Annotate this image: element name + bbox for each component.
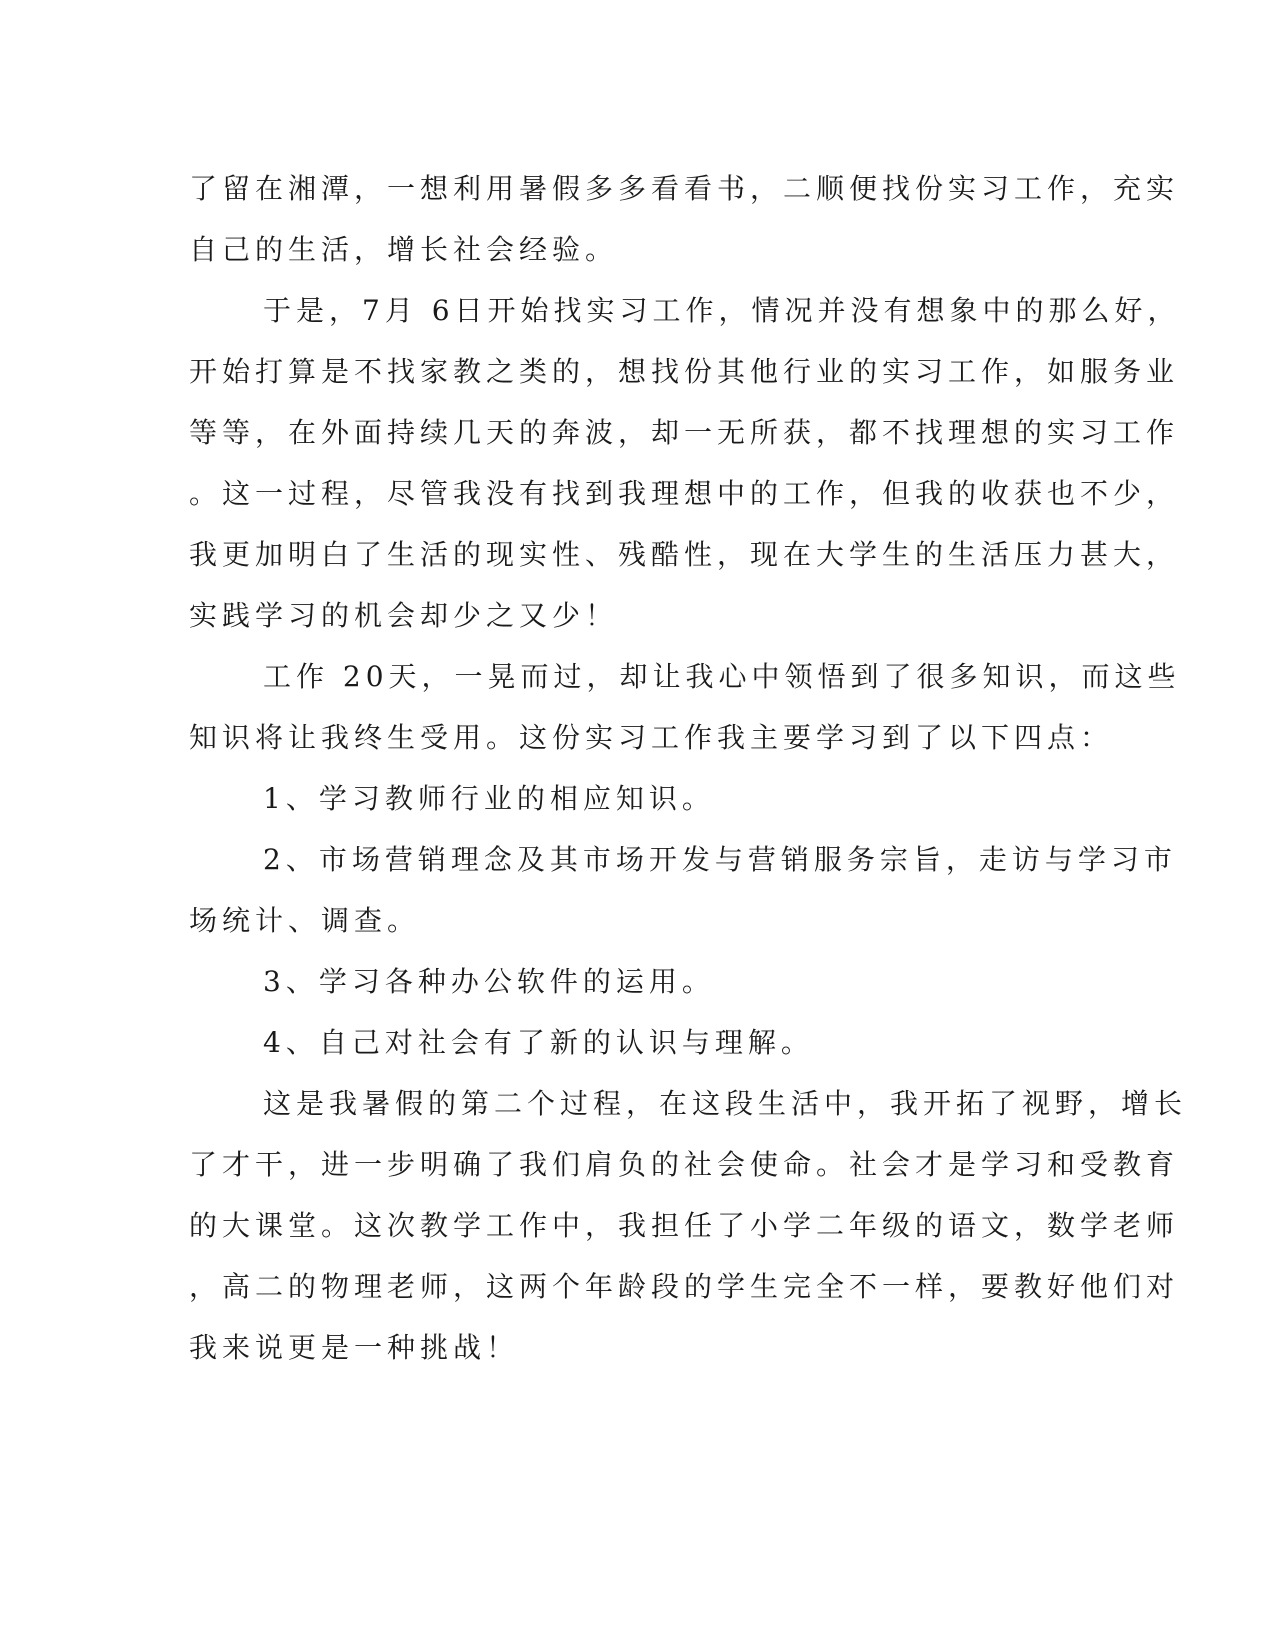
list-item: 4、自己对社会有了新的认识与理解。	[263, 1026, 814, 1059]
text-line: 知识将让我终生受用。这份实习工作我主要学习到了以下四点：	[189, 721, 1114, 754]
text-line: 等等，在外面持续几天的奔波，却一无所获，都不找理想的实习工作	[189, 416, 1180, 449]
list-item: 3、学习各种办公软件的运用。	[263, 965, 715, 998]
list-item: 2、市场营销理念及其市场开发与营销服务宗旨，走访与学习市	[263, 843, 1177, 876]
list-item: 1、学习教师行业的相应知识。	[263, 782, 715, 815]
text-line: 了留在湘潭，一想利用暑假多多看看书，二顺便找份实习工作，充实	[189, 172, 1180, 205]
text-line: ，高二的物理老师，这两个年龄段的学生完全不一样，要教好他们对	[189, 1270, 1180, 1303]
text-line: 我更加明白了生活的现实性、残酷性，现在大学生的生活压力甚大，	[189, 538, 1180, 571]
text-line: 于是，7月 6日开始找实习工作，情况并没有想象中的那么好，	[263, 294, 1181, 327]
text-line: 开始打算是不找家教之类的，想找份其他行业的实习工作，如服务业	[189, 355, 1180, 388]
text-line: 这是我暑假的第二个过程，在这段生活中，我开拓了视野，增长	[263, 1087, 1188, 1120]
text-line: 了才干，进一步明确了我们肩负的社会使命。社会才是学习和受教育	[189, 1148, 1180, 1181]
text-line: 实践学习的机会却少之又少！	[189, 599, 619, 632]
text-line: 工作 20天，一晃而过，却让我心中领悟到了很多知识，而这些	[263, 660, 1181, 693]
text-line: 场统计、调查。	[189, 904, 421, 937]
text-line: 自己的生活，增长社会经验。	[189, 233, 619, 266]
document-body	[189, 158, 1188, 1378]
text-line: 。这一过程，尽管我没有找到我理想中的工作，但我的收获也不少，	[189, 477, 1180, 510]
text-line: 的大课堂。这次教学工作中，我担任了小学二年级的语文，数学老师	[189, 1209, 1180, 1242]
text-line: 我来说更是一种挑战！	[189, 1331, 520, 1364]
